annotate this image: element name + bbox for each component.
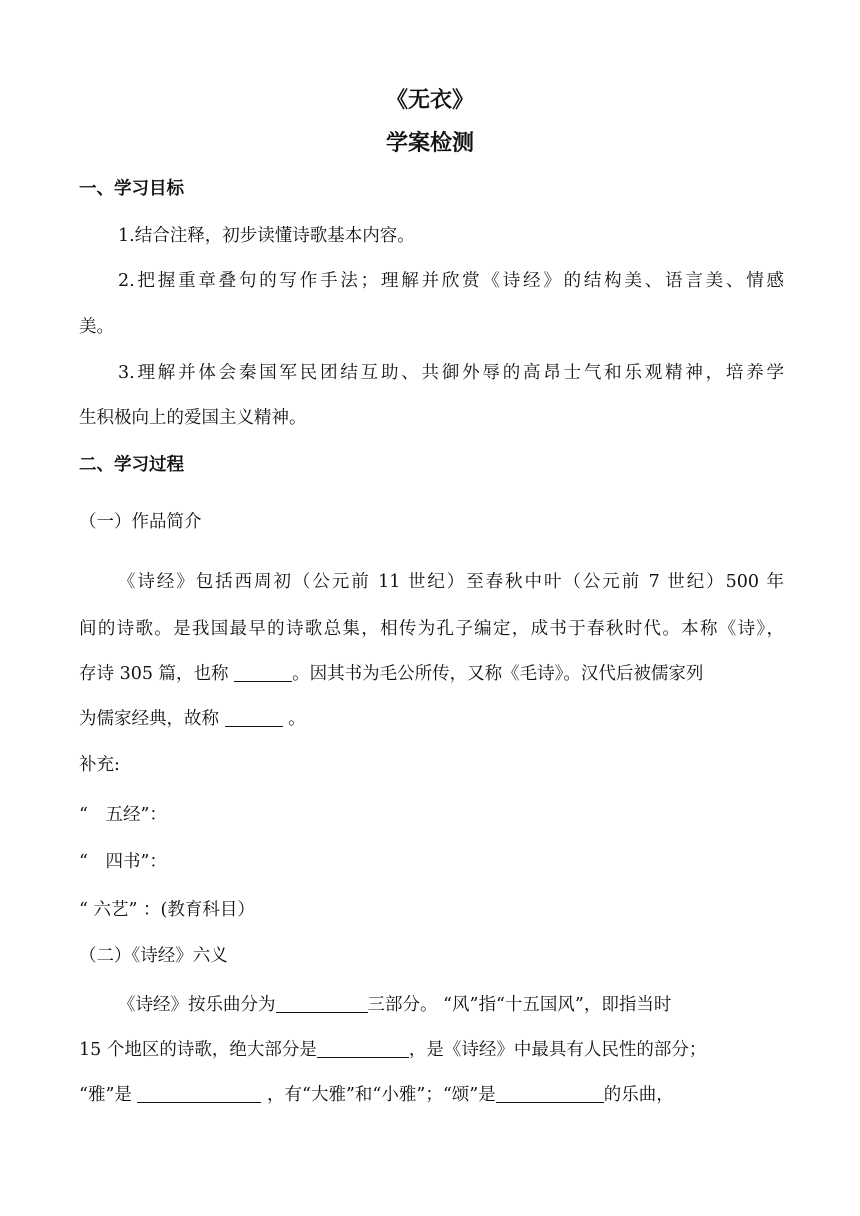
subsection-heading-intro: （一）作品简介 xyxy=(79,512,202,532)
principles-text-segment: 15 个地区的诗歌，绝大部分是 xyxy=(79,1040,317,1060)
principles-text-segment: 三部分。 “风”指“十五国风”，即指当时 xyxy=(367,995,672,1015)
intro-text-segment: 存诗 305 篇，也称 xyxy=(79,664,235,684)
supplement-liuyi: “ 六艺” ：(教育科目） xyxy=(79,900,255,920)
supplement-sishu: “ 四书”： xyxy=(79,852,167,872)
document-subtitle: 学案检测 xyxy=(385,131,474,156)
fill-in-blank-4[interactable] xyxy=(317,1039,409,1058)
subsection-heading-six-principles: （二）《诗经》六义 xyxy=(79,946,228,966)
principles-text-segment: ，有“大雅”和“小雅”；“颂”是 xyxy=(261,1085,496,1105)
fill-in-blank-5[interactable] xyxy=(137,1084,261,1103)
objective-item-3-line-1: 3.理解并体会秦国军民团结互助、共御外辱的高昂士气和乐观精神，培养学 xyxy=(118,363,784,383)
objective-item-3-line-2: 生积极向上的爱国主义精神。 xyxy=(79,408,307,428)
intro-text-segment: 。 xyxy=(282,709,306,729)
document-title: 《无衣》 xyxy=(385,88,474,113)
supplement-wujing: “ 五经”： xyxy=(79,805,167,825)
section-heading-process: 二、学习过程 xyxy=(79,455,184,475)
objective-item-2-line-1: 2.把握重章叠句的写作手法；理解并欣赏《诗经》的结构美、语言美、情感 xyxy=(118,271,784,291)
intro-paragraph-line-4 xyxy=(79,707,784,731)
section-heading-objectives: 一、学习目标 xyxy=(79,179,184,199)
principles-text-segment: 的乐曲， xyxy=(603,1085,674,1105)
intro-paragraph-line-3 xyxy=(79,662,784,686)
fill-in-blank-6[interactable] xyxy=(496,1084,604,1103)
principles-paragraph-line-1 xyxy=(118,993,784,1017)
fill-in-blank-2[interactable] xyxy=(225,708,283,727)
intro-text-segment: 为儒家经典，故称 xyxy=(79,709,225,729)
fill-in-blank-1[interactable] xyxy=(234,663,292,682)
intro-text-segment: 。因其书为毛公所传，又称《毛诗》。汉代后被儒家列 xyxy=(292,664,704,684)
principles-text-segment: 《诗经》按乐曲分为 xyxy=(118,995,276,1015)
supplement-label: 补充: xyxy=(79,755,120,775)
principles-text-segment: “雅”是 xyxy=(79,1085,138,1105)
intro-paragraph-line-1: 《诗经》包括西周初（公元前 11 世纪）至春秋中叶（公元前 7 世纪）500 年 xyxy=(118,572,784,592)
objective-item-2-line-2: 美。 xyxy=(79,317,114,337)
principles-text-segment: ，是《诗经》中最具有人民性的部分； xyxy=(408,1040,707,1060)
objective-item-1: 1.结合注释，初步读懂诗歌基本内容。 xyxy=(118,226,415,246)
intro-paragraph-line-2: 间的诗歌。是我国最早的诗歌总集，相传为孔子编定，成书于春秋时代。本称《诗》， xyxy=(79,619,784,639)
principles-paragraph-line-2 xyxy=(79,1038,784,1062)
fill-in-blank-3[interactable] xyxy=(276,994,368,1013)
principles-paragraph-line-3 xyxy=(79,1083,784,1107)
